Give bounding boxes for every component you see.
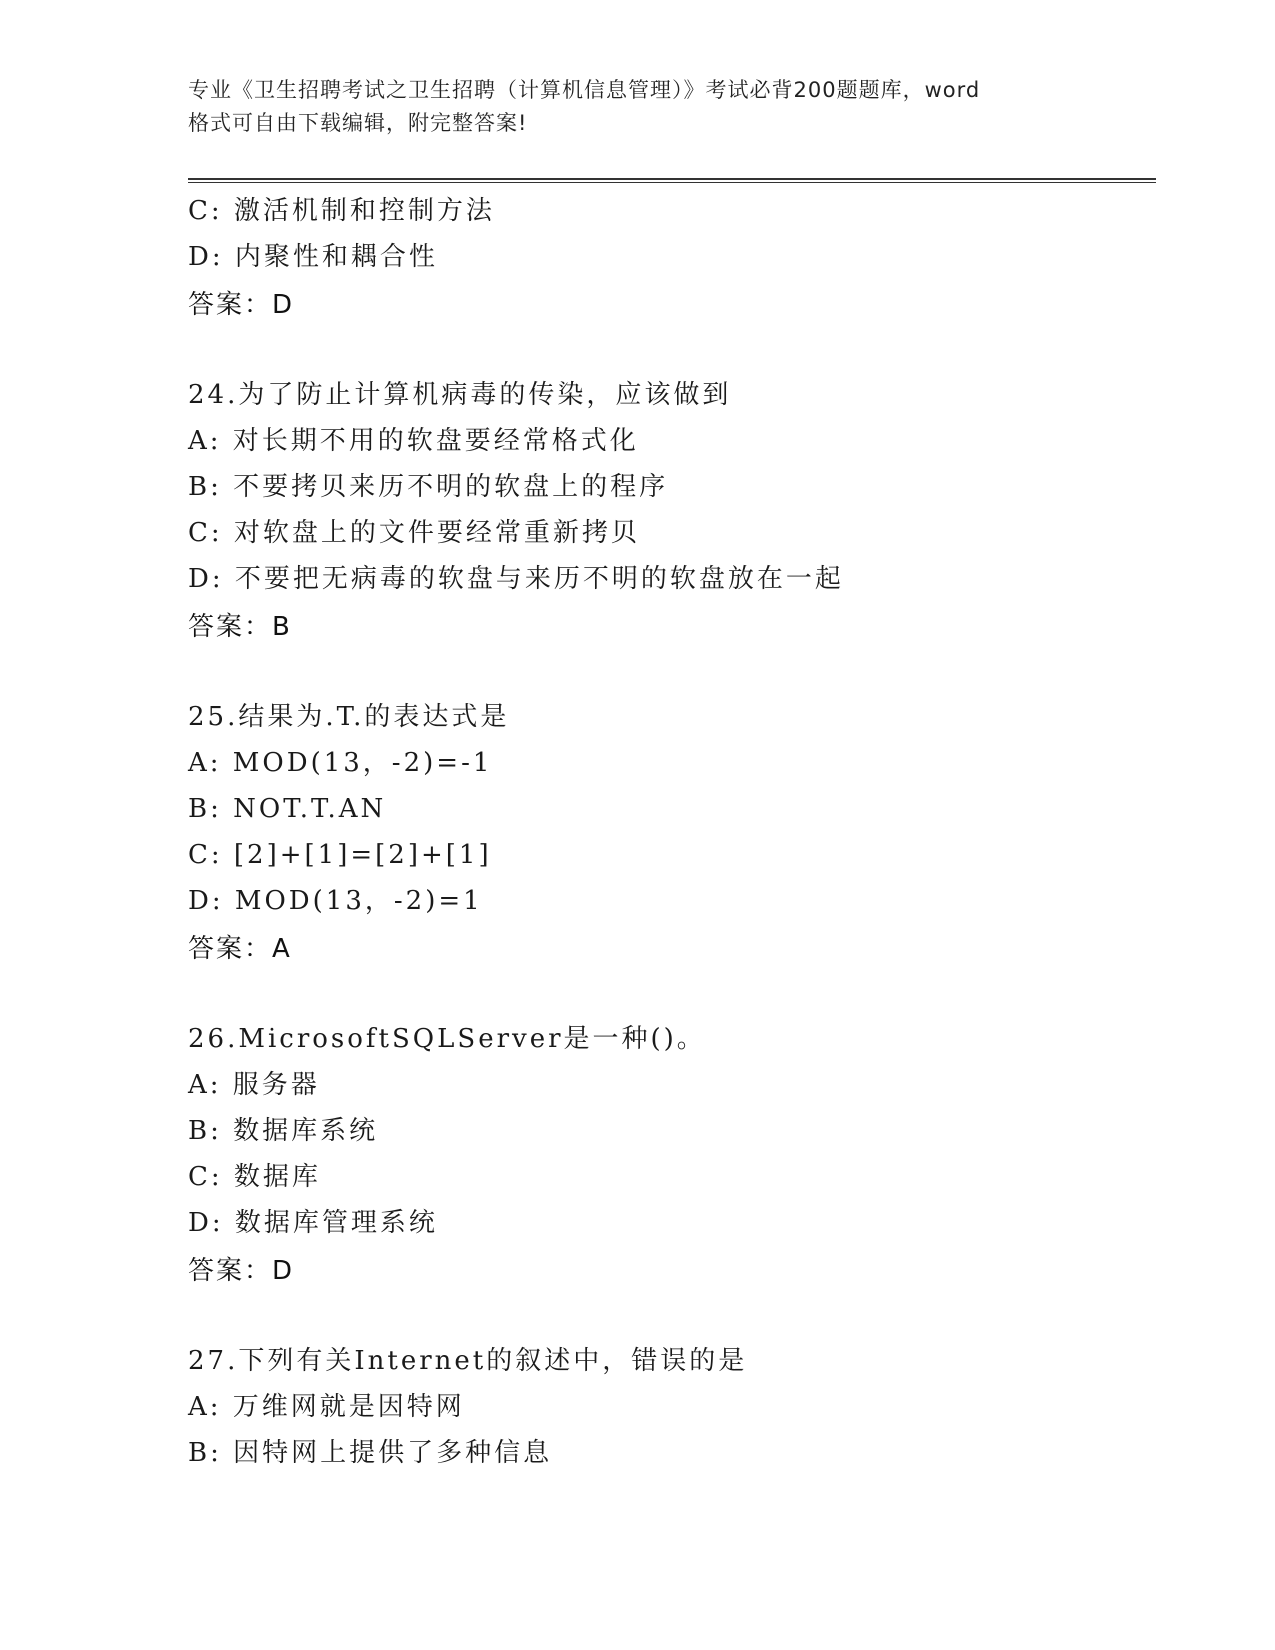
option-b: B: NOT.T.AN [188, 794, 387, 824]
option-b: B: 因特网上提供了多种信息 [188, 1438, 553, 1468]
page-header [188, 74, 1088, 140]
answer-label: 答案：B [188, 612, 292, 642]
option-c: C: 激活机制和控制方法 [188, 196, 495, 226]
header-line-2: 格式可自由下载编辑，附完整答案! [188, 111, 528, 135]
option-d: D: MOD(13，-2)=1 [188, 886, 483, 916]
question-24 [188, 372, 1148, 650]
option-c: C: 对软盘上的文件要经常重新拷贝 [188, 518, 640, 548]
option-a: A: MOD(13，-2)=-1 [188, 748, 493, 778]
option-b: B: 数据库系统 [188, 1116, 379, 1146]
option-a: A: 服务器 [188, 1070, 320, 1100]
question-stem: 27.下列有关Internet的叙述中，错误的是 [188, 1346, 748, 1376]
option-a: A: 对长期不用的软盘要经常格式化 [188, 426, 639, 456]
option-d: D: 内聚性和耦合性 [188, 242, 438, 272]
header-divider [188, 178, 1156, 183]
answer-label: 答案：D [188, 290, 295, 320]
question-stem: 26.MicrosoftSQLServer是一种()。 [188, 1024, 706, 1054]
question-partial [188, 188, 1148, 328]
question-27 [188, 1338, 1148, 1476]
header-line-1: 专业《卫生招聘考试之卫生招聘（计算机信息管理）》考试必背200题题库，word [188, 78, 981, 102]
question-stem: 24.为了防止计算机病毒的传染，应该做到 [188, 380, 732, 410]
option-c: C: 数据库 [188, 1162, 321, 1192]
option-c: C: [2]+[1]=[2]+[1] [188, 840, 492, 870]
question-stem: 25.结果为.T.的表达式是 [188, 702, 510, 732]
answer-label: 答案：D [188, 1256, 295, 1286]
option-b: B: 不要拷贝来历不明的软盘上的程序 [188, 472, 669, 502]
option-a: A: 万维网就是因特网 [188, 1392, 465, 1422]
question-26 [188, 1016, 1148, 1294]
answer-label: 答案：A [188, 934, 292, 964]
question-25 [188, 694, 1148, 972]
option-d: D: 数据库管理系统 [188, 1208, 438, 1238]
question-list [188, 188, 1148, 1476]
option-d: D: 不要把无病毒的软盘与来历不明的软盘放在一起 [188, 564, 844, 594]
